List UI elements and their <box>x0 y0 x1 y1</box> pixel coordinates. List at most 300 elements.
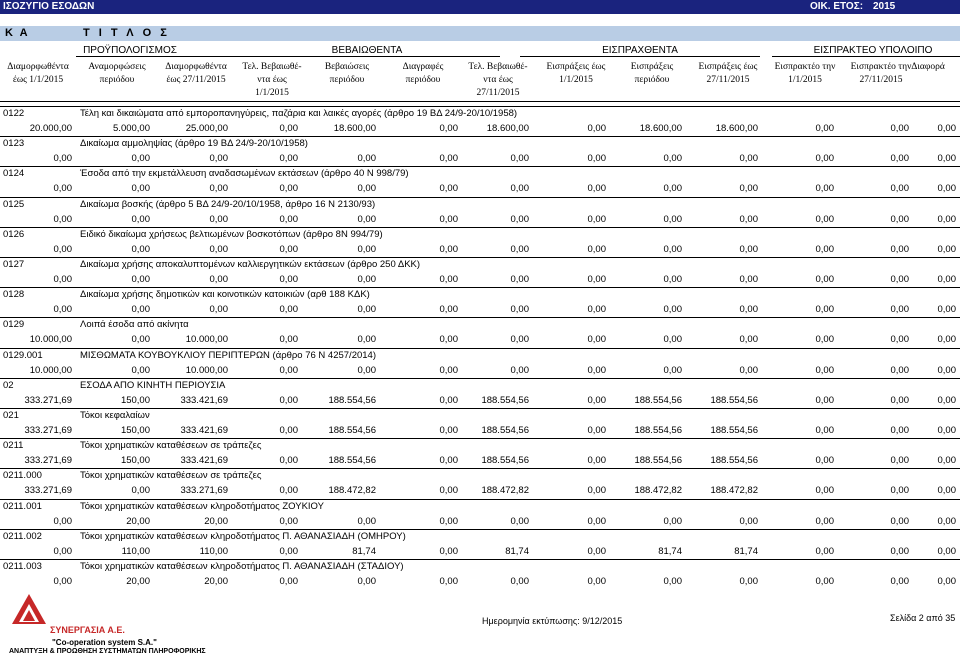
row-divider <box>0 197 960 198</box>
row-divider <box>0 287 960 288</box>
row-value: 0,00 <box>131 485 150 497</box>
row-value: 188.554,56 <box>481 455 529 467</box>
column-header-line: ντα έως <box>257 75 287 85</box>
column-header-line: 27/11/2015 <box>859 75 903 85</box>
row-value: 0,00 <box>663 213 682 225</box>
row-value: 0,00 <box>937 213 956 225</box>
row-value: 0,00 <box>815 545 834 557</box>
row-value: 0,00 <box>890 394 909 406</box>
row-value: 0,00 <box>815 425 834 436</box>
row-value: 333.421,69 <box>180 394 228 406</box>
row-value: 110,00 <box>199 545 228 557</box>
row-value: 81,74 <box>505 545 529 557</box>
fiscal-year-value: 2015 <box>873 1 896 12</box>
row-value: 0,00 <box>663 364 682 376</box>
row-value: 333.271,69 <box>24 455 72 467</box>
row-value: 0,00 <box>663 153 682 165</box>
row-value: 0,00 <box>131 334 150 346</box>
row-value: 0,00 <box>53 213 72 225</box>
row-code: 0123 <box>3 138 25 150</box>
row-divider <box>0 408 960 409</box>
row-value: 0,00 <box>53 304 72 316</box>
row-value: 0,00 <box>279 123 298 134</box>
row-value: 188.554,56 <box>710 425 758 436</box>
row-value: 0,00 <box>209 153 228 165</box>
row-value: 0,00 <box>131 183 150 195</box>
row-value: 0,00 <box>439 364 458 376</box>
row-value: 333.271,69 <box>180 485 228 497</box>
row-value: 0,00 <box>510 183 529 195</box>
row-code: 0126 <box>3 228 25 240</box>
row-value: 0,00 <box>739 364 758 376</box>
row-value: 0,00 <box>815 364 834 376</box>
row-value: 0,00 <box>510 153 529 165</box>
column-header-line: Εισπρακτέο την <box>850 62 912 72</box>
row-code: 0124 <box>3 168 25 180</box>
row-value: 0,00 <box>510 515 529 527</box>
row-value: 0,00 <box>439 153 458 165</box>
row-value: 188.554,56 <box>710 455 758 467</box>
header-divider <box>0 101 960 102</box>
row-value: 333.271,69 <box>24 394 72 406</box>
column-header-line: Διαμορφωθέντα <box>7 62 69 72</box>
row-value: 10.000,00 <box>29 334 72 346</box>
row-value: 0,00 <box>279 243 298 255</box>
column-group-3: ΕΙΣΠΡΑΧΘΕΝΤΑ <box>602 45 678 56</box>
column-header-line: έως 27/11/2015 <box>166 75 226 85</box>
column-header-line: περιόδου <box>405 75 441 85</box>
row-value: 0,00 <box>439 243 458 255</box>
row-value: 18.600,00 <box>486 123 529 134</box>
row-code: 0127 <box>3 259 25 270</box>
row-value: 188.554,56 <box>481 425 529 436</box>
column-header-line: Εισπρακτέο την <box>774 62 836 72</box>
column-header-4 <box>235 61 309 100</box>
row-code: 0128 <box>3 289 25 301</box>
row-value: 0,00 <box>739 576 758 587</box>
column-header-5 <box>310 61 384 87</box>
row-value: 0,00 <box>587 183 606 195</box>
row-divider <box>0 468 960 469</box>
row-value: 0,00 <box>357 334 376 346</box>
row-value: 0,00 <box>815 243 834 255</box>
row-value: 0,00 <box>279 213 298 225</box>
column-header-6 <box>386 61 460 87</box>
row-value: 110,00 <box>121 545 150 557</box>
column-header-line: Εισπράξεις έως <box>546 62 606 72</box>
row-value: 81,74 <box>734 545 758 557</box>
row-value: 0,00 <box>937 304 956 316</box>
row-value: 0,00 <box>890 455 909 467</box>
row-code: 0211 <box>3 440 24 452</box>
row-value: 0,00 <box>937 515 956 527</box>
row-value: 188.472,82 <box>328 485 376 497</box>
row-value: 0,00 <box>937 183 956 195</box>
row-value: 0,00 <box>131 304 150 316</box>
row-value: 0,00 <box>739 304 758 316</box>
column-header-line: 27/11/2015 <box>476 88 520 98</box>
row-value: 0,00 <box>937 455 956 467</box>
row-value: 18.600,00 <box>333 123 376 134</box>
row-value: 81,74 <box>658 545 682 557</box>
row-value: 188.472,82 <box>481 485 529 497</box>
row-value: 0,00 <box>663 576 682 587</box>
row-title: Τόκοι χρηματικών καταθέσεων σε τράπεζες <box>80 470 262 482</box>
row-divider <box>0 348 960 349</box>
row-value: 0,00 <box>663 334 682 346</box>
row-value: 0,00 <box>439 123 458 134</box>
row-value: 150,00 <box>120 455 150 467</box>
row-value: 0,00 <box>357 183 376 195</box>
column-header-line: Διαμορφωθέντα <box>165 62 227 72</box>
row-value: 188.554,56 <box>328 455 376 467</box>
row-value: 0,00 <box>357 515 376 527</box>
row-value: 0,00 <box>587 545 606 557</box>
row-value: 0,00 <box>890 576 909 587</box>
row-value: 0,00 <box>279 576 298 587</box>
row-value: 188.554,56 <box>328 425 376 436</box>
row-title: Τόκοι χρηματικών καταθέσεων κληροδοτήματος ΖΟΥΚΙΟΥ <box>80 500 324 512</box>
row-value: 0,00 <box>357 213 376 225</box>
column-header-line: Εισπράξεις <box>630 62 674 72</box>
row-title: Δικαίωμα αμμοληψίας (άρθρο 19 ΒΔ 24/9-20/10/1958) <box>80 138 308 150</box>
row-value: 0,00 <box>279 304 298 316</box>
row-value: 0,00 <box>739 274 758 285</box>
row-value: 0,00 <box>439 576 458 587</box>
column-header-8 <box>539 61 613 87</box>
row-value: 0,00 <box>209 213 228 225</box>
column-header-9 <box>615 61 689 87</box>
print-date: Ημερομηνία εκτύπωσης: 9/12/2015 <box>482 616 623 626</box>
row-title: ΕΣΟΔΑ ΑΠΟ ΚΙΝΗΤΗ ΠΕΡΙΟΥΣΙΑ <box>80 379 226 391</box>
row-code: 0211.002 <box>3 530 42 542</box>
row-value: 0,00 <box>279 394 298 406</box>
row-value: 0,00 <box>439 213 458 225</box>
column-header-line: Βεβαιώσεις <box>324 62 370 72</box>
row-code: 0211.001 <box>3 500 42 512</box>
column-group-1: ΠΡΟΫΠΟΛΟΓΙΣΜΟΣ <box>83 45 177 56</box>
row-divider <box>0 499 960 500</box>
row-value: 0,00 <box>279 485 298 497</box>
row-value: 0,00 <box>510 304 529 316</box>
column-group-rule <box>520 56 760 57</box>
row-value: 0,00 <box>739 334 758 346</box>
row-divider <box>0 166 960 167</box>
row-value: 0,00 <box>131 243 150 255</box>
row-value: 0,00 <box>815 274 834 285</box>
row-divider <box>0 529 960 530</box>
row-value: 0,00 <box>890 304 909 316</box>
row-value: 0,00 <box>587 364 606 376</box>
row-value: 0,00 <box>890 274 909 285</box>
row-value: 0,00 <box>739 153 758 165</box>
row-value: 0,00 <box>53 274 72 285</box>
row-value: 188.472,82 <box>710 485 758 497</box>
column-header-line: 1/1/2015 <box>255 88 289 98</box>
row-divider <box>0 227 960 228</box>
row-value: 0,00 <box>663 274 682 285</box>
report-header-bar <box>0 0 960 14</box>
row-value: 0,00 <box>439 455 458 467</box>
column-header-10 <box>691 61 765 87</box>
row-value: 10.000,00 <box>185 334 228 346</box>
row-value: 0,00 <box>587 394 606 406</box>
row-value: 0,00 <box>510 274 529 285</box>
row-value: 0,00 <box>587 304 606 316</box>
row-value: 0,00 <box>937 425 956 436</box>
row-value: 0,00 <box>53 183 72 195</box>
row-value: 333.271,69 <box>24 425 72 436</box>
row-title: Τόκοι κεφαλαίων <box>80 410 150 421</box>
company-english-name: "Co-operation system S.A." <box>52 638 157 647</box>
row-value: 0,00 <box>890 515 909 527</box>
row-value: 0,00 <box>439 545 458 557</box>
row-divider <box>0 378 960 379</box>
column-header-line: έως 1/1/2015 <box>12 75 64 85</box>
row-value: 0,00 <box>890 183 909 195</box>
row-value: 0,00 <box>890 153 909 165</box>
row-value: 0,00 <box>53 153 72 165</box>
row-value: 0,00 <box>209 243 228 255</box>
row-value: 0,00 <box>663 243 682 255</box>
row-code: 0211.000 <box>3 470 42 482</box>
ka-heading: Κ Α <box>5 27 30 39</box>
row-value: 20.000,00 <box>29 123 72 134</box>
row-value: 0,00 <box>815 576 834 587</box>
row-value: 0,00 <box>937 123 956 134</box>
row-code: 02 <box>3 379 14 391</box>
row-value: 18.600,00 <box>715 123 758 134</box>
row-title: Τόκοι χρηματικών καταθέσεων σε τράπεζες <box>80 440 262 452</box>
row-divider <box>0 257 960 258</box>
column-header-3 <box>159 61 233 87</box>
row-value: 0,00 <box>53 243 72 255</box>
row-value: 0,00 <box>439 274 458 285</box>
row-value: 0,00 <box>279 274 298 285</box>
row-value: 0,00 <box>815 394 834 406</box>
row-value: 0,00 <box>279 455 298 467</box>
column-group-rule <box>256 56 500 57</box>
row-divider <box>0 106 960 107</box>
column-header-line: περιόδου <box>329 75 365 85</box>
row-code: 0211.003 <box>3 561 42 572</box>
row-value: 188.554,56 <box>481 394 529 406</box>
column-title-bar <box>0 26 960 41</box>
row-value: 0,00 <box>131 364 150 376</box>
row-title: Λοιπά έσοδα από ακίνητα <box>80 319 189 331</box>
row-title: Ειδικό δικαίωμα χρήσεως βελτιωμένων βοσκοτόπων (άρθρο 8Ν 994/79) <box>80 228 383 240</box>
column-header-line: Εισπράξεις έως <box>698 62 758 72</box>
company-tagline: ΑΝΑΠΤΥΞΗ & ΠΡΟΩΘΗΣΗ ΣΥΣΤΗΜΑΤΩΝ ΠΛΗΡΟΦΟΡΙΚΗΣ <box>9 648 206 655</box>
row-title: Τέλη και δικαιώματα από εμποροπανηγύρεις, παζάρια και λαικές αγορές (άρθρο 19 ΒΔ 24/9-20/10/1958) <box>80 108 518 119</box>
row-value: 0,00 <box>209 183 228 195</box>
row-value: 0,00 <box>510 364 529 376</box>
row-value: 0,00 <box>587 515 606 527</box>
row-value: 20,00 <box>204 576 228 587</box>
row-value: 0,00 <box>890 364 909 376</box>
row-value: 10.000,00 <box>29 364 72 376</box>
row-value: 0,00 <box>587 243 606 255</box>
column-header-line: 1/1/2015 <box>788 75 822 85</box>
row-value: 0,00 <box>131 153 150 165</box>
row-value: 333.421,69 <box>180 425 228 436</box>
row-value: 0,00 <box>587 576 606 587</box>
row-title: Τόκοι χρηματικών καταθέσεων κληροδοτήματος Π. ΑΘΑΝΑΣΙΑΔΗ (ΟΜΗΡΟΥ) <box>80 530 406 542</box>
row-value: 0,00 <box>510 334 529 346</box>
row-value: 0,00 <box>937 485 956 497</box>
row-value: 0,00 <box>357 576 376 587</box>
row-value: 0,00 <box>510 243 529 255</box>
column-header-line: Τελ. Βεβαιωθέ- <box>468 62 528 72</box>
row-value: 0,00 <box>937 274 956 285</box>
title-heading: Τ Ι Τ Λ Ο Σ <box>83 27 170 39</box>
row-value: 188.554,56 <box>328 394 376 406</box>
row-code: 0122 <box>3 108 25 119</box>
column-header-line: Αναμορφώσεις <box>88 62 146 72</box>
row-value: 0,00 <box>439 515 458 527</box>
row-value: 0,00 <box>739 515 758 527</box>
row-value: 0,00 <box>279 183 298 195</box>
row-value: 0,00 <box>510 576 529 587</box>
row-code: 0129.001 <box>3 349 43 361</box>
column-group-2: ΒΕΒΑΙΩΘΕΝΤΑ <box>331 45 403 56</box>
row-title: Δικαίωμα βοσκής (άρθρο 5 ΒΔ 24/9-20/10/1958, άρθρο 16 Ν 2130/93) <box>80 198 376 210</box>
row-value: 0,00 <box>53 545 72 557</box>
row-value: 150,00 <box>120 394 150 406</box>
row-value: 0,00 <box>663 515 682 527</box>
row-value: 0,00 <box>53 576 72 587</box>
column-header-line: περιόδου <box>634 75 670 85</box>
column-group-4: ΕΙΣΠΡΑΚΤΕΟ ΥΠΟΛΟΙΠΟ <box>813 45 933 56</box>
row-code: 0125 <box>3 198 25 210</box>
row-value: 10.000,00 <box>185 364 228 376</box>
row-value: 188.554,56 <box>634 394 682 406</box>
row-value: 0,00 <box>279 153 298 165</box>
row-value: 0,00 <box>890 545 909 557</box>
row-divider <box>0 438 960 439</box>
column-header-2 <box>80 61 154 87</box>
row-value: 81,74 <box>352 545 376 557</box>
row-value: 0,00 <box>815 334 834 346</box>
row-value: 0,00 <box>587 213 606 225</box>
row-value: 0,00 <box>587 334 606 346</box>
row-value: 0,00 <box>815 153 834 165</box>
row-value: 0,00 <box>937 243 956 255</box>
row-value: 188.554,56 <box>710 394 758 406</box>
row-value: 0,00 <box>587 123 606 134</box>
row-value: 20,00 <box>204 515 228 527</box>
row-value: 0,00 <box>209 274 228 285</box>
column-header-13 <box>891 61 960 74</box>
row-title: Δικαίωμα χρήσης αποκαλυπτομένων καλλιεργητικών εκτάσεων (άρθρο 250 ΔΚΚ) <box>80 259 421 270</box>
row-value: 0,00 <box>279 364 298 376</box>
row-value: 0,00 <box>587 153 606 165</box>
row-value: 0,00 <box>279 545 298 557</box>
column-header-line: 27/11/2015 <box>706 75 750 85</box>
row-value: 0,00 <box>587 455 606 467</box>
company-name: ΣΥΝΕΡΓΑΣΙΑ Α.Ε. <box>50 625 125 635</box>
column-header-line: περιόδου <box>99 75 135 85</box>
row-value: 0,00 <box>890 334 909 346</box>
row-value: 0,00 <box>439 425 458 436</box>
row-value: 0,00 <box>587 274 606 285</box>
row-value: 0,00 <box>815 183 834 195</box>
row-value: 0,00 <box>937 364 956 376</box>
row-code: 021 <box>3 410 19 421</box>
row-divider <box>0 317 960 318</box>
row-value: 0,00 <box>279 334 298 346</box>
row-value: 0,00 <box>587 485 606 497</box>
column-header-line: 1/1/2015 <box>559 75 593 85</box>
column-header-1 <box>1 61 75 87</box>
row-value: 0,00 <box>937 394 956 406</box>
row-title: ΜΙΣΘΩΜΑΤΑ ΚΟΥΒΟΥΚΛΙΟΥ ΠΕΡΙΠΤΕΡΩΝ (άρθρο 76 Ν 4257/2014) <box>80 349 376 361</box>
row-value: 0,00 <box>279 515 298 527</box>
row-value: 0,00 <box>815 515 834 527</box>
row-value: 0,00 <box>890 243 909 255</box>
row-value: 18.600,00 <box>639 123 682 134</box>
row-value: 0,00 <box>663 183 682 195</box>
row-value: 0,00 <box>739 213 758 225</box>
row-value: 0,00 <box>815 485 834 497</box>
row-value: 0,00 <box>439 183 458 195</box>
column-header-line: Τελ. Βεβαιωθέ- <box>242 62 302 72</box>
row-value: 0,00 <box>209 304 228 316</box>
row-value: 0,00 <box>937 334 956 346</box>
row-value: 5.000,00 <box>113 123 150 134</box>
row-value: 0,00 <box>815 123 834 134</box>
row-value: 0,00 <box>439 394 458 406</box>
column-header-line: Διαγραφές <box>402 62 444 72</box>
row-divider <box>0 136 960 137</box>
column-group-rule <box>772 56 960 57</box>
row-value: 0,00 <box>510 213 529 225</box>
row-title: Έσοδα από την εκμετάλλευση αναδασωμένων εκτάσεων (άρθρο 40 Ν 998/79) <box>80 168 409 180</box>
row-value: 188.472,82 <box>634 485 682 497</box>
row-value: 20,00 <box>126 576 150 587</box>
row-value: 0,00 <box>937 545 956 557</box>
column-header-11 <box>768 61 842 87</box>
row-value: 0,00 <box>131 274 150 285</box>
row-value: 25.000,00 <box>185 123 228 134</box>
row-value: 0,00 <box>815 213 834 225</box>
row-value: 0,00 <box>890 425 909 436</box>
fiscal-year-label: ΟΙΚ. ΕΤΟΣ: <box>810 1 864 12</box>
row-value: 188.554,56 <box>634 425 682 436</box>
row-value: 333.421,69 <box>180 455 228 467</box>
row-value: 333.271,69 <box>24 485 72 497</box>
row-value: 0,00 <box>815 304 834 316</box>
page-indicator: Σελίδα 2 από 35 <box>890 613 956 623</box>
row-value: 0,00 <box>890 213 909 225</box>
row-value: 0,00 <box>357 304 376 316</box>
row-value: 0,00 <box>890 123 909 134</box>
row-value: 0,00 <box>587 425 606 436</box>
row-code: 0129 <box>3 319 25 331</box>
row-value: 0,00 <box>357 243 376 255</box>
row-value: 0,00 <box>439 334 458 346</box>
row-value: 150,00 <box>120 425 150 436</box>
row-value: 0,00 <box>739 183 758 195</box>
row-value: 188.554,56 <box>634 455 682 467</box>
row-value: 0,00 <box>937 153 956 165</box>
row-value: 0,00 <box>357 274 376 285</box>
company-logo-icon <box>10 592 48 626</box>
row-value: 0,00 <box>815 455 834 467</box>
row-title: Δικαίωμα χρήσης δημοτικών και κοινοτικών κατοικιών (αρθ 188 ΚΔΚ) <box>80 289 370 301</box>
column-header-7 <box>461 61 535 100</box>
row-divider <box>0 559 960 560</box>
